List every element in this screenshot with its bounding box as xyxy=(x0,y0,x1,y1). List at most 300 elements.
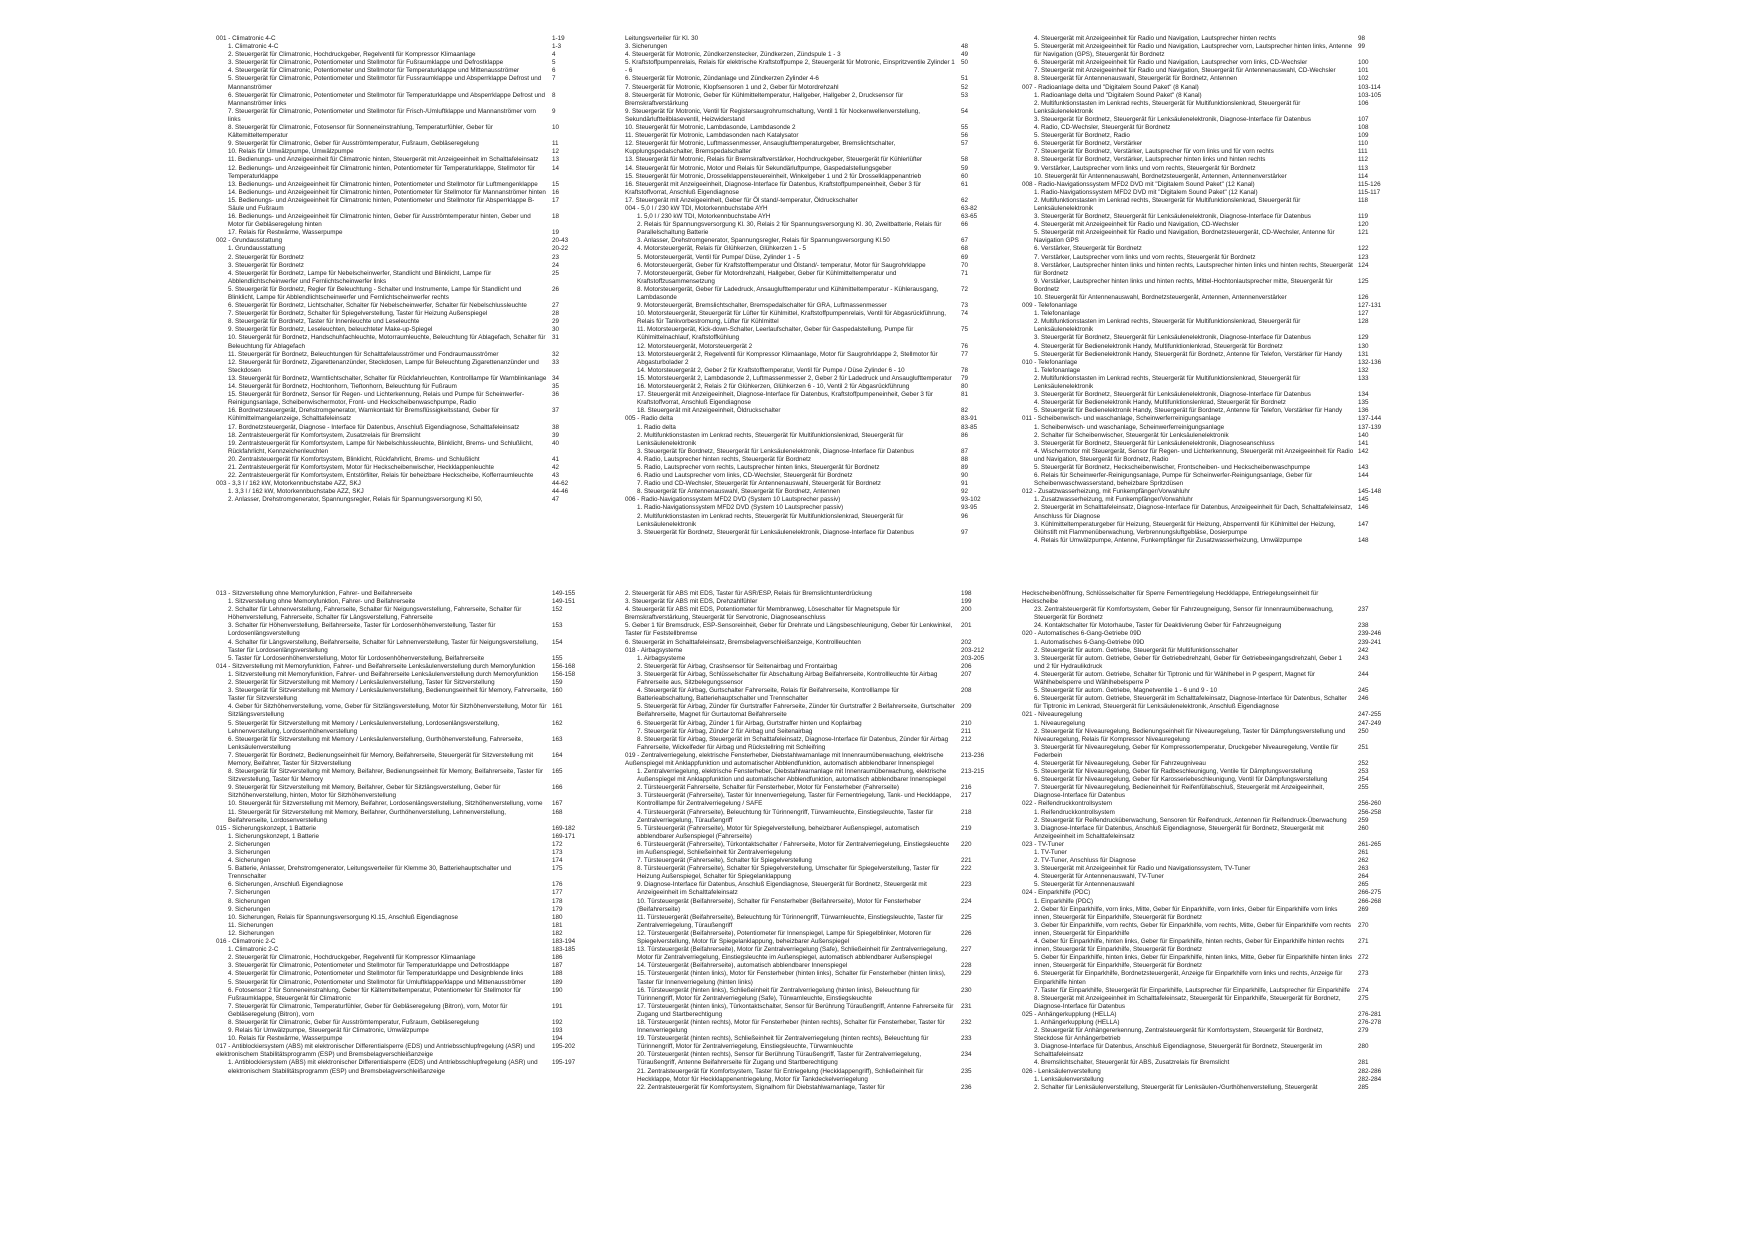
entry-page-range: 145-148 xyxy=(1358,488,1382,496)
index-subentry xyxy=(625,703,1005,719)
entry-title: 1. Radioanlage delta und "Digitalem Sound Paket" (8 Kanal) xyxy=(1034,91,1202,99)
entry-page-range: 272 xyxy=(1358,954,1369,962)
index-subentry xyxy=(216,598,596,606)
entry-title: 7. Steuergerät für Climatronic, Potentiometer und Stellmotor für Frisch-/Umluftklappe und Mannanströmer vorn links xyxy=(228,107,536,123)
entry-page-range: 20-43 xyxy=(552,237,569,245)
entry-page-range: 189 xyxy=(552,978,563,986)
entry-page-range: 15 xyxy=(552,180,560,188)
entry-title: 11. Sicherungen xyxy=(228,921,274,929)
entry-title: Leitungsverteiler für Kl. 30 xyxy=(625,35,699,42)
entry-title: 9. Steuergerät für Climatronic, Geber für Ausströmtemperatur, Fußraum, Gebläseregelung xyxy=(228,140,479,148)
index-subentry xyxy=(1022,671,1402,687)
entry-page-range: 83-91 xyxy=(961,415,978,423)
entry-page-range: 115-126 xyxy=(1358,180,1381,188)
entry-page-range: 165 xyxy=(552,768,563,776)
entry-page-range: 166 xyxy=(552,784,563,792)
entry-title: 4. Steuergerät für Climatronic, Potentiometer und Stellmotor für Temperaturklappe und Designblende links xyxy=(228,970,524,978)
entry-title: 4. Steuergerät für autom. Getriebe, Schalter für Tiptronic und für Wählhebel in P gesperrt, Magnet für Wählhebelsperre und Wählhebelsperre P xyxy=(1034,670,1315,687)
entry-page-range: 182 xyxy=(552,929,563,937)
entry-page-range: 140 xyxy=(1358,431,1369,439)
entry-title: 3. Steuergerät für Bordnetz, Steuergerät für Lenksäulenelektronik, Diagnose-Interface für Datenbus xyxy=(1034,115,1311,123)
entry-title: 2. Relais für Spannungsversorgung Kl. 30, Relais 2 für Spannungsversorgung Kl. 30, Zweitbatterie, Relais für Parallelschaltung Batterie xyxy=(637,221,942,237)
index-subentry xyxy=(216,1027,596,1035)
entry-title: 21. Zentralsteuergerät für Komfortsystem, Taster für Entriegelung (Heckklappengriff), Schließeinheit für Heckklappe, Motor für Heckklappenentriegelung, Motor für Tankdeckelverriegelung xyxy=(637,1067,924,1083)
entry-title: 2. Schalter für Scheibenwischer, Steuergerät für Lenksäulenelektronik xyxy=(1034,431,1229,439)
entry-title: 4. Radio, Lautsprecher hinten rechts, Steuergerät für Bordnetz xyxy=(637,455,811,463)
index-subentry xyxy=(1022,647,1402,655)
entry-page-range: 251 xyxy=(1358,743,1369,751)
index-entry xyxy=(1022,1068,1402,1076)
entry-title: 20. Zentralsteuergerät für Komfortsystem, Blinklicht, Rückfahrlicht, Brems- und Schlußlicht xyxy=(228,455,480,463)
entry-title: 2. Multifunktionstasten im Lenkrad rechts, Steuergerät für Multifunktionslenkrad, Steuergerät für Lenksäulenelektronik xyxy=(637,431,904,447)
index-subentry xyxy=(1022,760,1402,768)
index-subentry xyxy=(625,326,1005,342)
entry-title: 4. Steuergerät für Bordnetz, Lampe für Nebelscheinwerfer, Standlicht und Blinklicht, Lampe für Abblendlichtscheinwerfer und Fernlichtscheinwerfer links xyxy=(228,269,492,285)
entry-title: 1. Antiblockiersystem (ABS) mit elektronischer Differentialsperre (EDS) und Antriebsschlupfregelung (ASR) und elektronischem Stabilitätsprogramm (ESP) und Bremsbelagverschleißanzeige xyxy=(228,1059,538,1075)
entry-title: 4. Schalter für Längsverstellung, Beifahrerseite, Schalter für Lehnenverstellung, Taster für Neigungsverstellung, Taster für Lordosenlängsverstellung xyxy=(228,638,539,654)
index-subentry xyxy=(625,424,1005,432)
entry-title: 4. Türsteuergerät (Fahrerseite), Beleuchtung für Türinnengriff, Türwarnleuchte, Einstiegsleuchte, Taster für Zentralverriegelung, Türaußengriff xyxy=(637,808,934,824)
index-entry xyxy=(216,663,596,671)
index-subentry xyxy=(216,108,596,124)
entry-page-range: 220 xyxy=(961,840,972,848)
index-subentry xyxy=(1022,504,1402,520)
entry-page-range: 192 xyxy=(552,1018,563,1026)
entry-title: 2. Steuergerät für Niveauregelung, Bedienungseinheit für Niveauregelung, Taster für Dämpfungsverstellung und Niveauregelung, Relais für Kompressor Niveauregelung xyxy=(1034,727,1346,743)
entry-page-range: 44-62 xyxy=(552,480,569,488)
index-subentry xyxy=(1022,132,1402,140)
entry-page-range: 270 xyxy=(1358,921,1369,929)
index-subentry xyxy=(216,270,596,286)
entry-page-range: 48 xyxy=(961,43,969,51)
entry-page-range: 98 xyxy=(1358,35,1366,42)
entry-page-range: 63-82 xyxy=(961,204,978,212)
entry-title: 1. 5,0 l / 230 kW TDI, Motorkennbuchstabe AYH xyxy=(637,213,771,221)
entry-page-range: 130 xyxy=(1358,342,1369,350)
index-subentry xyxy=(1022,1043,1402,1059)
index-subentry xyxy=(216,970,596,978)
index-subentry xyxy=(216,318,596,326)
entry-page-range: 97 xyxy=(961,528,969,536)
entry-title: 013 - Sitzverstellung ohne Memoryfunktion, Fahrer- und Beifahrerseite xyxy=(216,590,413,597)
index-subentry xyxy=(216,736,596,752)
entry-page-range: 47 xyxy=(552,496,560,504)
index-subentry xyxy=(625,898,1005,914)
entry-page-range: 125 xyxy=(1358,277,1369,285)
entry-page-range: 198 xyxy=(961,590,972,597)
entry-page-range: 203-205 xyxy=(961,654,985,662)
entry-page-range: 82 xyxy=(961,407,969,415)
index-entry xyxy=(625,606,1005,622)
entry-title: 15. Steuergerät für Bordnetz, Sensor für Regen- und Lichterkennung, Relais und Pumpe für Scheinwerfer-Reinigungsanlage, Scheibenwischermotor, Front- und Heckscheibenwaschpumpe, Radio xyxy=(228,391,525,407)
index-entry xyxy=(216,35,596,43)
entry-title: 7. Taster für Einparkhilfe, Steuergerät für Einparkhilfe, Lautsprecher für Einparkhilfe, Lautsprecher für Einparkhilfe xyxy=(1034,986,1350,994)
entry-title: 4. Steuergerät für Niveauregelung, Geber für Fahrzeugniveau xyxy=(1034,759,1206,767)
entry-title: 2. Steuergerät für Climatronic, Hochdruckgeber, Regelventil für Kompressor Klimaanlage xyxy=(228,51,476,59)
entry-page-range: 285 xyxy=(1358,1083,1369,1091)
index-subentry xyxy=(1022,849,1402,857)
entry-title: 5. Steuergerät für Bordnetz, Heckscheibenwischer, Frontscheiben- und Heckscheibenwaschpumpe xyxy=(1034,463,1311,471)
entry-title: 4. Geber für Sitzhöhenverstellung, vorne, Geber für Sitzlängsverstellung, Motor für Sitzhöhenverstellung, Motor für Sitzlängsverstellung xyxy=(228,703,547,719)
entry-page-range: 161 xyxy=(552,703,563,711)
entry-title: 18. Zentralsteuergerät für Komfortsystem, Zusatzrelais für Bremslicht xyxy=(228,431,421,439)
entry-page-range: 91 xyxy=(961,480,969,488)
entry-page-range: 88 xyxy=(961,455,969,463)
entry-page-range: 13 xyxy=(552,156,560,164)
entry-page-range: 103-114 xyxy=(1358,83,1381,91)
entry-title: 9. Motorsteuergerät, Bremslichtschalter, Bremspedalschalter für GRA, Luftmassenmesser xyxy=(637,302,887,310)
index-subentry xyxy=(1022,744,1402,760)
entry-title: 2. Multifunktionstasten im Lenkrad rechts, Steuergerät für Multifunktionslenkrad, Steuergerät für Lenksäulenelektronik xyxy=(637,512,904,528)
index-entry xyxy=(625,108,1005,124)
index-subentry xyxy=(1022,165,1402,173)
entry-page-range: 164 xyxy=(552,751,563,759)
entry-page-range: 234 xyxy=(961,1051,972,1059)
entry-title: 7. Steuergerät für Bordnetz, Bedienungseinheit für Memory, Beifahrerseite, Steuergerät für Sitzverstellung mit Memory, Beifahrer, Taster für Sitzverstellung xyxy=(228,751,534,767)
index-subentry xyxy=(625,1019,1005,1035)
entry-page-range: 76 xyxy=(961,342,969,350)
index-subentry xyxy=(1022,622,1402,630)
entry-page-range: 119 xyxy=(1358,213,1369,221)
entry-page-range: 178 xyxy=(552,897,563,905)
entry-page-range: 273 xyxy=(1358,970,1369,978)
entry-title: 8. Motorsteuergerät, Geber für Ladedruck, Ansauglufttemperatur und Kühlmitteltemperatur - Kühlerausgang, Lambdasonde xyxy=(637,285,939,301)
entry-title: 11. Türsteuergerät (Beifahrerseite), Beleuchtung für Türinnengriff, Türwarnleuchte, Einstiegsleuchte, Taster für Zentralverriegelung, Türaußengriff xyxy=(637,913,944,929)
entry-page-range: 226 xyxy=(961,929,972,937)
entry-title: 16. Bordnetzsteuergerät, Drehstromgenerator, Warnkontakt für Bremsflüssigkeitsstand, Geber für Kühlmittelmangelanzeige, Schalttafeleinsatz xyxy=(228,407,500,423)
entry-title: 1. Radio-Navigationssystem MFD2 DVD mit "Digitalem Sound Paket" (12 Kanal) xyxy=(1034,188,1258,196)
entry-page-range: 67 xyxy=(961,237,969,245)
entry-title: 2. Steuergerät für ABS mit EDS, Taster für ASR/ESP, Relais für Bremslichtunterdrückung xyxy=(625,590,872,597)
entry-title: 5. Steuergerät für Bordnetz, Regler für Beleuchtung - Schalter und Instrumente, Lampe für Standlicht und Blinklicht, Lampe für Abblendlichtscheinwerfer und Fernlichtscheinwerfer rechts xyxy=(228,285,522,301)
entry-page-range: 69 xyxy=(961,253,969,261)
entry-title: 12. Motorsteuergerät, Motorsteuergerät 2 xyxy=(637,342,753,350)
entry-page-range: 39 xyxy=(552,431,560,439)
entry-page-range: 246 xyxy=(1358,695,1369,703)
index-subentry xyxy=(216,622,596,638)
entry-page-range: 101 xyxy=(1358,67,1369,75)
index-subentry xyxy=(216,1019,596,1027)
entry-page-range: 8 xyxy=(552,91,556,99)
entry-page-range: 227 xyxy=(961,946,972,954)
entry-page-range: 37 xyxy=(552,407,560,415)
entry-title: 016 - Climatronic 2-C xyxy=(216,938,276,946)
entry-title: 16. Türsteuergerät (hinten links), Schließeinheit für Zentralverriegelung (hinten links), Beleuchtung für Türinnengriff, Motor für Zentralverriegelung (Safe), Türwarnleuchte, Einstiegsleuchte xyxy=(637,986,920,1002)
entry-title: 8. Steuergerät für Bordnetz, Verstärker, Lautsprecher hinten links und hinten rechts xyxy=(1034,156,1266,164)
entry-page-range: 61 xyxy=(961,180,969,188)
index-entry xyxy=(216,480,596,488)
index-subentry xyxy=(216,245,596,253)
entry-page-range: 28 xyxy=(552,310,560,318)
entry-title: 4. Steuergerät für Climatronic, Potentiometer und Stellmotor für Temperaturklappe und Mittenausströmer xyxy=(228,67,520,75)
entry-title: 3. Steuergerät für Bordnetz, Steuergerät für Lenksäulenelektronik, Diagnose-Interface für Datenbus xyxy=(1034,334,1311,342)
index-subentry xyxy=(625,1051,1005,1067)
entry-title: 4. Steuergerät für Bedienelektronik Handy, Multifunktionslenkrad, Steuergerät für Bordnetz xyxy=(1034,399,1286,407)
index-subentry xyxy=(1022,970,1402,986)
entry-page-range: 230 xyxy=(961,986,972,994)
entry-page-range: 142 xyxy=(1358,447,1369,455)
entry-title: 6. Fotosensor 2 für Sonneneinstrahlung, Geber für Kältemitteltemperatur, Potentiometer für Stellmotor für Fußraumklappe, Steuergerät für Climatronic xyxy=(228,986,521,1002)
entry-page-range: 40 xyxy=(552,439,560,447)
entry-page-range: 36 xyxy=(552,391,560,399)
entry-title: 7. Steuergerät für Bordnetz, Schalter für Spiegelverstellung, Taster für Heizung Außenspiegel xyxy=(228,310,488,318)
entry-title: 3. Anlasser, Drehstromgenerator, Spannungsregler, Relais für Spannungsversorgung Kl.50 xyxy=(637,237,890,245)
index-subentry xyxy=(1022,873,1402,881)
index-subentry xyxy=(625,1084,1005,1092)
entry-title: 5. Steuergerät für autom. Getriebe, Magnetventile 1 - 6 und 9 - 10 xyxy=(1034,687,1218,695)
index-subentry xyxy=(216,720,596,736)
entry-page-range: 118 xyxy=(1358,196,1369,204)
entry-title: 18. Türsteuergerät (hinten rechts), Motor für Fensterheber (hinten rechts), Schalter für Fensterheber, Taster für Innenverriegelung xyxy=(637,1018,945,1035)
entry-page-range: 235 xyxy=(961,1067,972,1075)
entry-page-range: 279 xyxy=(1358,1027,1369,1035)
entry-title: 1. Radio delta xyxy=(637,423,676,431)
index-entry xyxy=(625,181,1005,197)
entry-page-range: 59 xyxy=(961,164,969,172)
entry-title: 10. Steuergerät für Antennenauswahl, Bordnetzsteuergerät, Antennen, Antennenverstärker xyxy=(1034,172,1287,180)
index-subentry xyxy=(216,359,596,375)
entry-title: 17. Steuergerät mit Anzeigeeinheit, Diagnose-Interface für Datenbus, Kraftstoffpumpeneinheit, Geber 3 für Kraftstoffvorrat, Anschluß Eigendiagnose xyxy=(637,391,934,407)
entry-title: 8. Verstärker, Lautsprecher hinten links und hinten rechts, Lautsprecher hinten links und hinten rechts, Steuergerät für Bordnetz xyxy=(1034,261,1353,277)
entry-title: 6. Steuergerät für Bordnetz, Lichtschalter, Schalter für Nebelscheinwerfer, Schalter für Nebelschlussleuchte xyxy=(228,302,527,310)
index-subentry xyxy=(216,124,596,140)
entry-page-range: 56 xyxy=(961,132,969,140)
entry-title: 10. Relais für Umwälzpumpe, Umwälzpumpe xyxy=(228,148,354,156)
entry-page-range: 110 xyxy=(1358,140,1369,148)
entry-title: 11. Steuergerät für Bordnetz, Beleuchtungen für Schalttafelausströmer und Fondraumausströmer xyxy=(228,350,499,358)
entry-title: 3. Geber für Einparkhilfe, vorn rechts, Geber für Einparkhilfe, vorn rechts, Mitte, Geber für Einparkhilfe vorn rechts innen, Steuergerät für Einparkhilfe xyxy=(1034,921,1352,937)
entry-title: 6. Radio und Lautsprecher vorn links, CD-Wechsler, Steuergerät für Bordnetz xyxy=(637,472,853,480)
entry-page-range: 115-117 xyxy=(1358,188,1381,196)
entry-title: 1. Einparkhilfe (PDC) xyxy=(1034,897,1094,905)
entry-page-range: 26 xyxy=(552,285,560,293)
entry-title: 024 - Einparkhilfe (PDC) xyxy=(1022,889,1091,897)
entry-title: 24. Kontaktschalter für Motorhaube, Taster für Deaktivierung Geber für Fahrzeugneigung xyxy=(1034,622,1282,630)
index-subentry xyxy=(625,504,1005,512)
entry-page-range: 169-171 xyxy=(552,832,576,840)
entry-page-range: 49 xyxy=(961,51,969,59)
entry-page-range: 231 xyxy=(961,1002,972,1010)
entry-page-range: 83-85 xyxy=(961,423,978,431)
entry-title: 6. Steuergerät mit Anzeigeeinheit für Radio und Navigation, Lautsprecher vorn links, CD-Wechsler xyxy=(1034,59,1308,67)
entry-title: 1. Airbagsysteme xyxy=(637,654,686,662)
entry-title: 3. Türsteuergerät (Fahrerseite), Taster für Innenverriegelung, Taster für Fernentriegelung, Tank- und Heckklappe, Kontrolllampe für Zentralverriegelung / SAFE xyxy=(637,792,952,808)
entry-title: 7. Steuergerät für Climatronic, Temperaturfühler, Geber für Gebläseregelung (Bitron), vorn, Motor für Gebläseregelung (Bitron), vorn xyxy=(228,1002,508,1018)
index-subentry xyxy=(625,792,1005,808)
entry-title: 9. Diagnose-Interface für Datenbus, Anschluß Eigendiagnose, Steuergerät für Bordnetz, Steuergerät mit Anzeigeeinheit im Schalttafeleinsatz xyxy=(637,881,927,897)
entry-page-range: 207 xyxy=(961,670,972,678)
entry-page-range: 71 xyxy=(961,269,969,277)
entry-title: 17. Bordnetzsteuergerät, Diagnose - Interface für Datenbus, Anschluß Eigendiagnose, Schalttafeleinsatz xyxy=(228,423,520,431)
entry-page-range: 87 xyxy=(961,447,969,455)
entry-title: 1. Climatronic 4-C xyxy=(228,43,279,51)
entry-title: 18. Steuergerät mit Anzeigeeinheit, Öldruckschalter xyxy=(637,407,781,415)
entry-page-range: 80 xyxy=(961,383,969,391)
entry-title: 2. Schalter für Lehnenverstellung, Fahrerseite, Schalter für Neigungsverstellung, Fahrerseite, Schalter für Höhenverstellung, Fahrerseite, Schalter für Längsverstellung, Fahrerseite xyxy=(228,606,522,622)
entry-title: 010 - Telefonanlage xyxy=(1022,358,1078,366)
entry-title: 012 - Zusatzwasserheizung, mit Funkempfänger/Vorwahluhr xyxy=(1022,488,1190,496)
entry-page-range: 275 xyxy=(1358,994,1369,1002)
entry-page-range: 203-212 xyxy=(961,646,985,654)
index-subentry xyxy=(1022,768,1402,776)
entry-page-range: 109 xyxy=(1358,132,1369,140)
entry-page-range: 10 xyxy=(552,124,560,132)
index-subentry xyxy=(216,496,596,504)
entry-page-range: 27 xyxy=(552,302,560,310)
entry-page-range: 54 xyxy=(961,107,969,115)
entry-title: 6. Steuergerät für Einparkhilfe, Bordnetzsteuergerät, Anzeige für Einparkhilfe vorn links und rechts, Anzeige für Einparkhilfe hinten xyxy=(1034,970,1343,986)
index-entry xyxy=(625,132,1005,140)
entry-page-range: 111 xyxy=(1358,148,1368,156)
index-subentry xyxy=(216,679,596,687)
entry-title: 004 - 5,0 l / 230 kW TDI, Motorkennbuchstabe AYH xyxy=(625,204,768,212)
index-subentry xyxy=(625,472,1005,480)
index-subentry xyxy=(216,784,596,800)
entry-title: 5. Steuergerät mit Anzeigeeinheit für Radio und Navigation, Bordnetzsteuergerät, CD-Wechsler, Antenne für Navigation GPS xyxy=(1034,229,1335,245)
index-subentry xyxy=(625,213,1005,221)
index-subentry xyxy=(1022,472,1402,488)
entry-page-range: 58 xyxy=(961,156,969,164)
entry-page-range: 232 xyxy=(961,1018,972,1026)
index-subentry xyxy=(216,800,596,808)
index-subentry xyxy=(1022,59,1402,67)
index-subentry xyxy=(216,440,596,456)
index-subentry xyxy=(216,639,596,655)
entry-page-range: 265 xyxy=(1358,881,1369,889)
index-subentry xyxy=(216,302,596,310)
index-subentry xyxy=(1022,124,1402,132)
entry-page-range: 190 xyxy=(552,986,563,994)
index-subentry xyxy=(216,979,596,987)
entry-title: 9. Verstärker, Lautsprecher vorn links und vorn rechts, Steuergerät für Bordnetz xyxy=(1034,164,1256,172)
entry-title: 7. Türsteuergerät (Fahrerseite), Schalter für Spiegelverstellung xyxy=(637,857,812,865)
entry-page-range: 223 xyxy=(961,881,972,889)
index-entry xyxy=(216,1043,596,1059)
entry-page-range: 132 xyxy=(1358,366,1369,374)
entry-title: 19. Türsteuergerät (hinten rechts), Schließeinheit für Zentralverriegelung (hinten rechts), Beleuchtung für Türinnengriff, Motor für Zentralverriegelung, Einstiegsleuchte, Türwarnleuchte xyxy=(637,1035,929,1051)
entry-title: 4. Wischermotor mit Steuergerät, Sensor für Regen- und Lichterkennung, Steuergerät mit Anzeigeeinheit für Radio und Navigation, Steuergerät für Bordnetz, Radio xyxy=(1034,447,1354,463)
entry-title: 14. Steuergerät für Motronic, Motor und Relais für Sekundärluftpumpe, Gaspedalstellungsgeber xyxy=(625,164,892,172)
entry-title: 7. Steuergerät für Airbag, Zünder 2 für Airbag und Seitenairbag xyxy=(637,727,813,735)
index-subentry xyxy=(1022,922,1402,938)
entry-page-range: 128 xyxy=(1358,318,1369,326)
entry-page-range: 60 xyxy=(961,172,969,180)
index-subentry xyxy=(625,930,1005,946)
entry-title: 3. Steuergerät für Sitzverstellung mit Memory / Lenksäulenverstellung, Bedienungseinheit für Memory, Fahrerseite, Taster für Sitzverstellung xyxy=(228,687,548,703)
entry-page-range: 31 xyxy=(552,334,560,342)
entry-page-range: 14 xyxy=(552,164,560,172)
index-subentry xyxy=(1022,75,1402,83)
entry-title: 4. Geber für Einparkhilfe, hinten links, Geber für Einparkhilfe, hinten rechts, Geber für Einparkhilfe hinten rechts innen, Steuergerät für Einparkhilfe, Steuergerät für Bordnetz xyxy=(1034,938,1345,954)
index-subentry xyxy=(216,865,596,881)
entry-page-range: 224 xyxy=(961,897,972,905)
index-subentry xyxy=(625,286,1005,302)
entry-title: 4. Bremslichtschalter, Steuergerät für ABS, Zusatzrelais für Bremslicht xyxy=(1034,1059,1230,1067)
entry-title: 10. Relais für Restwärme, Wasserpumpe xyxy=(228,1035,343,1043)
entry-page-range: 38 xyxy=(552,423,560,431)
entry-title: 5. Steuergerät für Climatronic, Potentiometer und Stellmotor für Umluftklappe/klappe und Mittenausströmer xyxy=(228,978,526,986)
index-subentry xyxy=(625,407,1005,415)
entry-title: 7. Steuergerät für Motronic, Klopfsensoren 1 und 2, Geber für Motordrehzahl xyxy=(625,83,839,91)
entry-title: 014 - Sitzverstellung mit Memoryfunktion, Fahrer- und Beifahrerseite Lenksäulenverstellung durch Memoryfunktion xyxy=(216,662,536,670)
index-subentry xyxy=(625,302,1005,310)
index-subentry xyxy=(625,270,1005,286)
entry-page-range: 276-278 xyxy=(1358,1018,1382,1026)
entry-page-range: 143 xyxy=(1358,463,1369,471)
entry-title: 22. Zentralsteuergerät für Komfortsystem, Signalhorn für Diebstahlwarnanlage, Taster für xyxy=(637,1083,885,1091)
entry-title: 011 - Scheibenwisch- und waschanlage, Scheinwerferreinigungsanlage xyxy=(1022,415,1221,423)
entry-title: 2. Sicherungen xyxy=(228,840,271,848)
index-subentry xyxy=(1022,148,1402,156)
entry-title: 009 - Telefonanlage xyxy=(1022,302,1078,310)
entry-title: 4. Steuergerät für Antennenauswahl, TV-Tuner xyxy=(1034,873,1164,881)
index-subentry xyxy=(1022,173,1402,181)
entry-title: 020 - Automatisches 6-Gang-Getriebe 09D xyxy=(1022,630,1142,638)
entry-title: 5. Steuergerät für Antennenauswahl xyxy=(1034,881,1135,889)
entry-title: 1. 3,3 l / 162 kW, Motorkennbuchstabe AZZ, SKJ xyxy=(228,488,364,496)
index-entry xyxy=(625,140,1005,156)
entry-page-range: 141 xyxy=(1358,439,1369,447)
index-subentry xyxy=(216,75,596,91)
entry-title: 3. Diagnose-Interface für Datenbus, Anschluß Eigendiagnose, Steuergerät für Bordnetz, Steuergerät mit Anzeigeeinheit im Schalttafeleinsatz xyxy=(1034,824,1324,840)
entry-page-range: 188 xyxy=(552,970,563,978)
entry-page-range: 260 xyxy=(1358,824,1369,832)
index-subentry xyxy=(216,1003,596,1019)
entry-title: 21. Zentralsteuergerät für Komfortsystem, Motor für Heckscheibenwischer, Heckklappenleuchte xyxy=(228,463,494,471)
entry-page-range: 52 xyxy=(961,83,969,91)
entry-page-range: 9 xyxy=(552,107,556,115)
index-subentry xyxy=(1022,262,1402,278)
index-subentry xyxy=(625,529,1005,537)
entry-page-range: 12 xyxy=(552,148,560,156)
entry-title: 1. Automatisches 6-Gang-Getriebe 09D xyxy=(1034,638,1145,646)
entry-page-range: 20-22 xyxy=(552,245,569,253)
entry-page-range: 103-105 xyxy=(1358,91,1382,99)
entry-title: 3. Steuergerät für Bordnetz, Steuergerät für Lenksäulenelektronik, Diagnose-Interface für Datenbus xyxy=(637,528,914,536)
index-subentry xyxy=(625,784,1005,792)
entry-page-range: 229 xyxy=(961,970,972,978)
entry-page-range: 282-284 xyxy=(1358,1075,1382,1083)
entry-title: 5. Steuergerät für Airbag, Zünder für Gurtstraffer Fahrerseite, Zünder für Gurtstraffer 2 Beifahrerseite, Gurtschalter Beifahrerseite, Magnet für Gurtautomat Beifahrerseite xyxy=(637,703,955,719)
index-entry xyxy=(1022,841,1402,849)
index-entry xyxy=(625,92,1005,108)
index-subentry xyxy=(1022,254,1402,262)
index-subentry xyxy=(1022,367,1402,375)
entry-title: 16. Motorsteuergerät 2, Relais 2 für Glühkerzen, Glühkerzen 6 - 10, Ventil 2 für Abgasrückführung xyxy=(637,383,910,391)
entry-page-range: 62 xyxy=(961,196,969,204)
entry-page-range: 269 xyxy=(1358,905,1369,913)
entry-page-range: 51 xyxy=(961,75,969,83)
entry-page-range: 239-246 xyxy=(1358,630,1382,638)
index-subentry xyxy=(216,1059,596,1075)
index-subentry xyxy=(625,768,1005,784)
entry-page-range: 195-197 xyxy=(552,1059,576,1067)
entry-title: 16. Bedienungs- und Anzeigeeinheit für Climatronic hinten, Geber für Ausströmtemperatur hinten, Geber und Motor für Gebläseregelung hinten xyxy=(228,213,531,229)
entry-title: 5. Türsteuergerät (Fahrerseite), Motor für Spiegelverstellung, beheizbarer Außenspiegel, automatisch abblendbarer Außenspiegel (Fahrerseite) xyxy=(637,824,919,840)
entry-page-range: 181 xyxy=(552,921,563,929)
entry-title: 3. Steuergerät für Bordnetz xyxy=(228,261,304,269)
entry-page-range: 17 xyxy=(552,196,560,204)
entry-title: 8. Steuergerät mit Anzeigeeinheit im Schalttafeleinsatz, Steuergerät für Einparkhilfe, Steuergerät für Bordnetz, Diagnose-Interface für Datenbus xyxy=(1034,994,1341,1010)
index-subentry xyxy=(625,962,1005,970)
entry-page-range: 264 xyxy=(1358,873,1369,881)
index-subentry xyxy=(625,480,1005,488)
index-subentry xyxy=(625,914,1005,930)
index-subentry xyxy=(1022,375,1402,391)
index-subentry xyxy=(216,1035,596,1043)
index-subentry xyxy=(216,841,596,849)
index-subentry xyxy=(216,432,596,440)
